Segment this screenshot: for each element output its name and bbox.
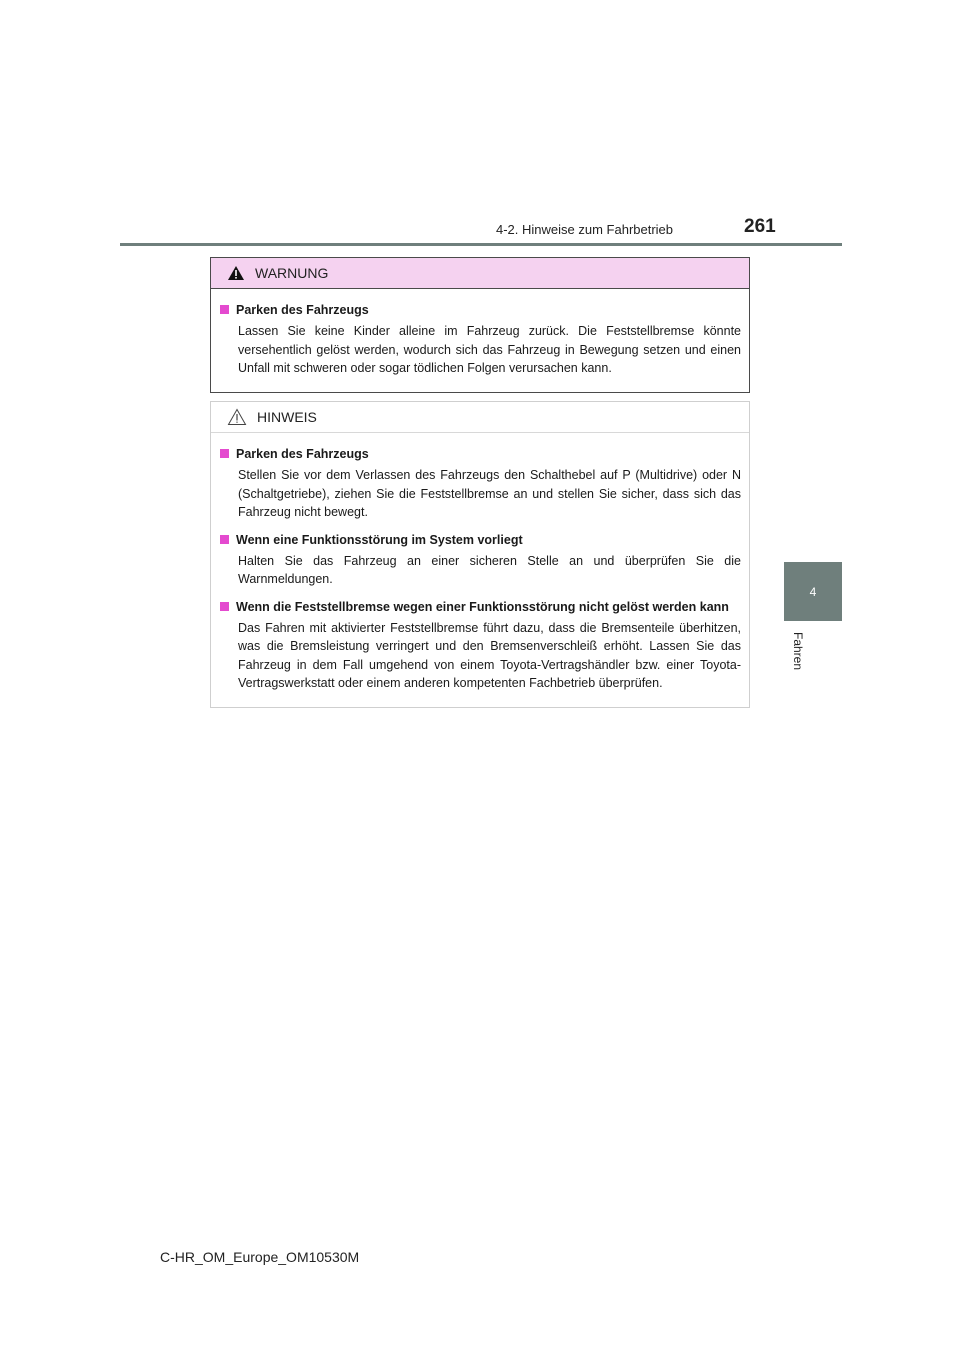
entry-text: Halten Sie das Fahrzeug an einer sicheren Stelle an und überprüfen Sie die Warnmeldungen. bbox=[238, 553, 741, 586]
warning-header bbox=[211, 258, 749, 289]
entry-text: Das Fahren mit aktivierter Feststellbremse führt dazu, dass die Bremsenteile überhitzen, was die Bremsleistung verringert und den Bremsenverschleiß erhöht. Lassen Sie das Fahrzeug in dem Fall umgehend von einem Toyota-Vertragshändler bzw. einer Toyota-Vertragswerkstatt oder einem anderen kompetenten Fachbetrieb überprüfen. bbox=[238, 620, 741, 690]
chapter-tab bbox=[784, 562, 842, 621]
list-item bbox=[220, 445, 741, 522]
list-item bbox=[220, 301, 741, 378]
warning-box bbox=[210, 257, 750, 393]
entry-heading: Wenn eine Funktionsstörung im System vorliegt bbox=[236, 532, 523, 547]
header-rule bbox=[120, 243, 842, 246]
notice-box bbox=[210, 401, 750, 708]
warning-title: WARNUNG bbox=[255, 265, 329, 281]
chapter-label: Fahren bbox=[791, 632, 805, 671]
notice-header bbox=[211, 402, 749, 433]
entry-heading: Wenn die Feststellbremse wegen einer Funktionsstörung nicht gelöst werden kann bbox=[236, 599, 729, 614]
section-title: 4-2. Hinweise zum Fahrbetrieb bbox=[496, 222, 674, 237]
list-item bbox=[220, 531, 741, 589]
entry-heading: Parken des Fahrzeugs bbox=[236, 447, 369, 461]
document-id: C-HR_OM_Europe_OM10530M bbox=[160, 1249, 360, 1265]
square-bullet-icon bbox=[220, 305, 229, 314]
entry-heading: Parken des Fahrzeugs bbox=[236, 303, 369, 317]
chapter-number: 4 bbox=[809, 584, 817, 599]
list-item bbox=[220, 598, 741, 693]
notice-body bbox=[211, 433, 749, 707]
notice-title: HINWEIS bbox=[257, 409, 317, 425]
notice-triangle-icon bbox=[227, 408, 247, 426]
warning-body bbox=[211, 289, 749, 392]
square-bullet-icon bbox=[220, 449, 229, 458]
entry-text: Lassen Sie keine Kinder alleine im Fahrzeug zurück. Die Feststellbremse könnte versehentlich gelöst werden, wodurch sich das Fahrzeug in Bewegung setzen und einen Unfall mit schweren oder sogar tödlichen Folgen verursachen kann. bbox=[238, 324, 741, 375]
square-bullet-icon bbox=[220, 602, 229, 611]
page-number: 261 bbox=[744, 216, 776, 237]
entry-text: Stellen Sie vor dem Verlassen des Fahrzeugs den Schalthebel auf P (Multidrive) oder N (Schaltgetriebe), ziehen Sie die Feststellbremse an und stellen Sie sicher, dass sich das Fahrzeug nicht bewegt. bbox=[238, 468, 741, 519]
warning-triangle-icon bbox=[227, 265, 245, 281]
square-bullet-icon bbox=[220, 535, 229, 544]
